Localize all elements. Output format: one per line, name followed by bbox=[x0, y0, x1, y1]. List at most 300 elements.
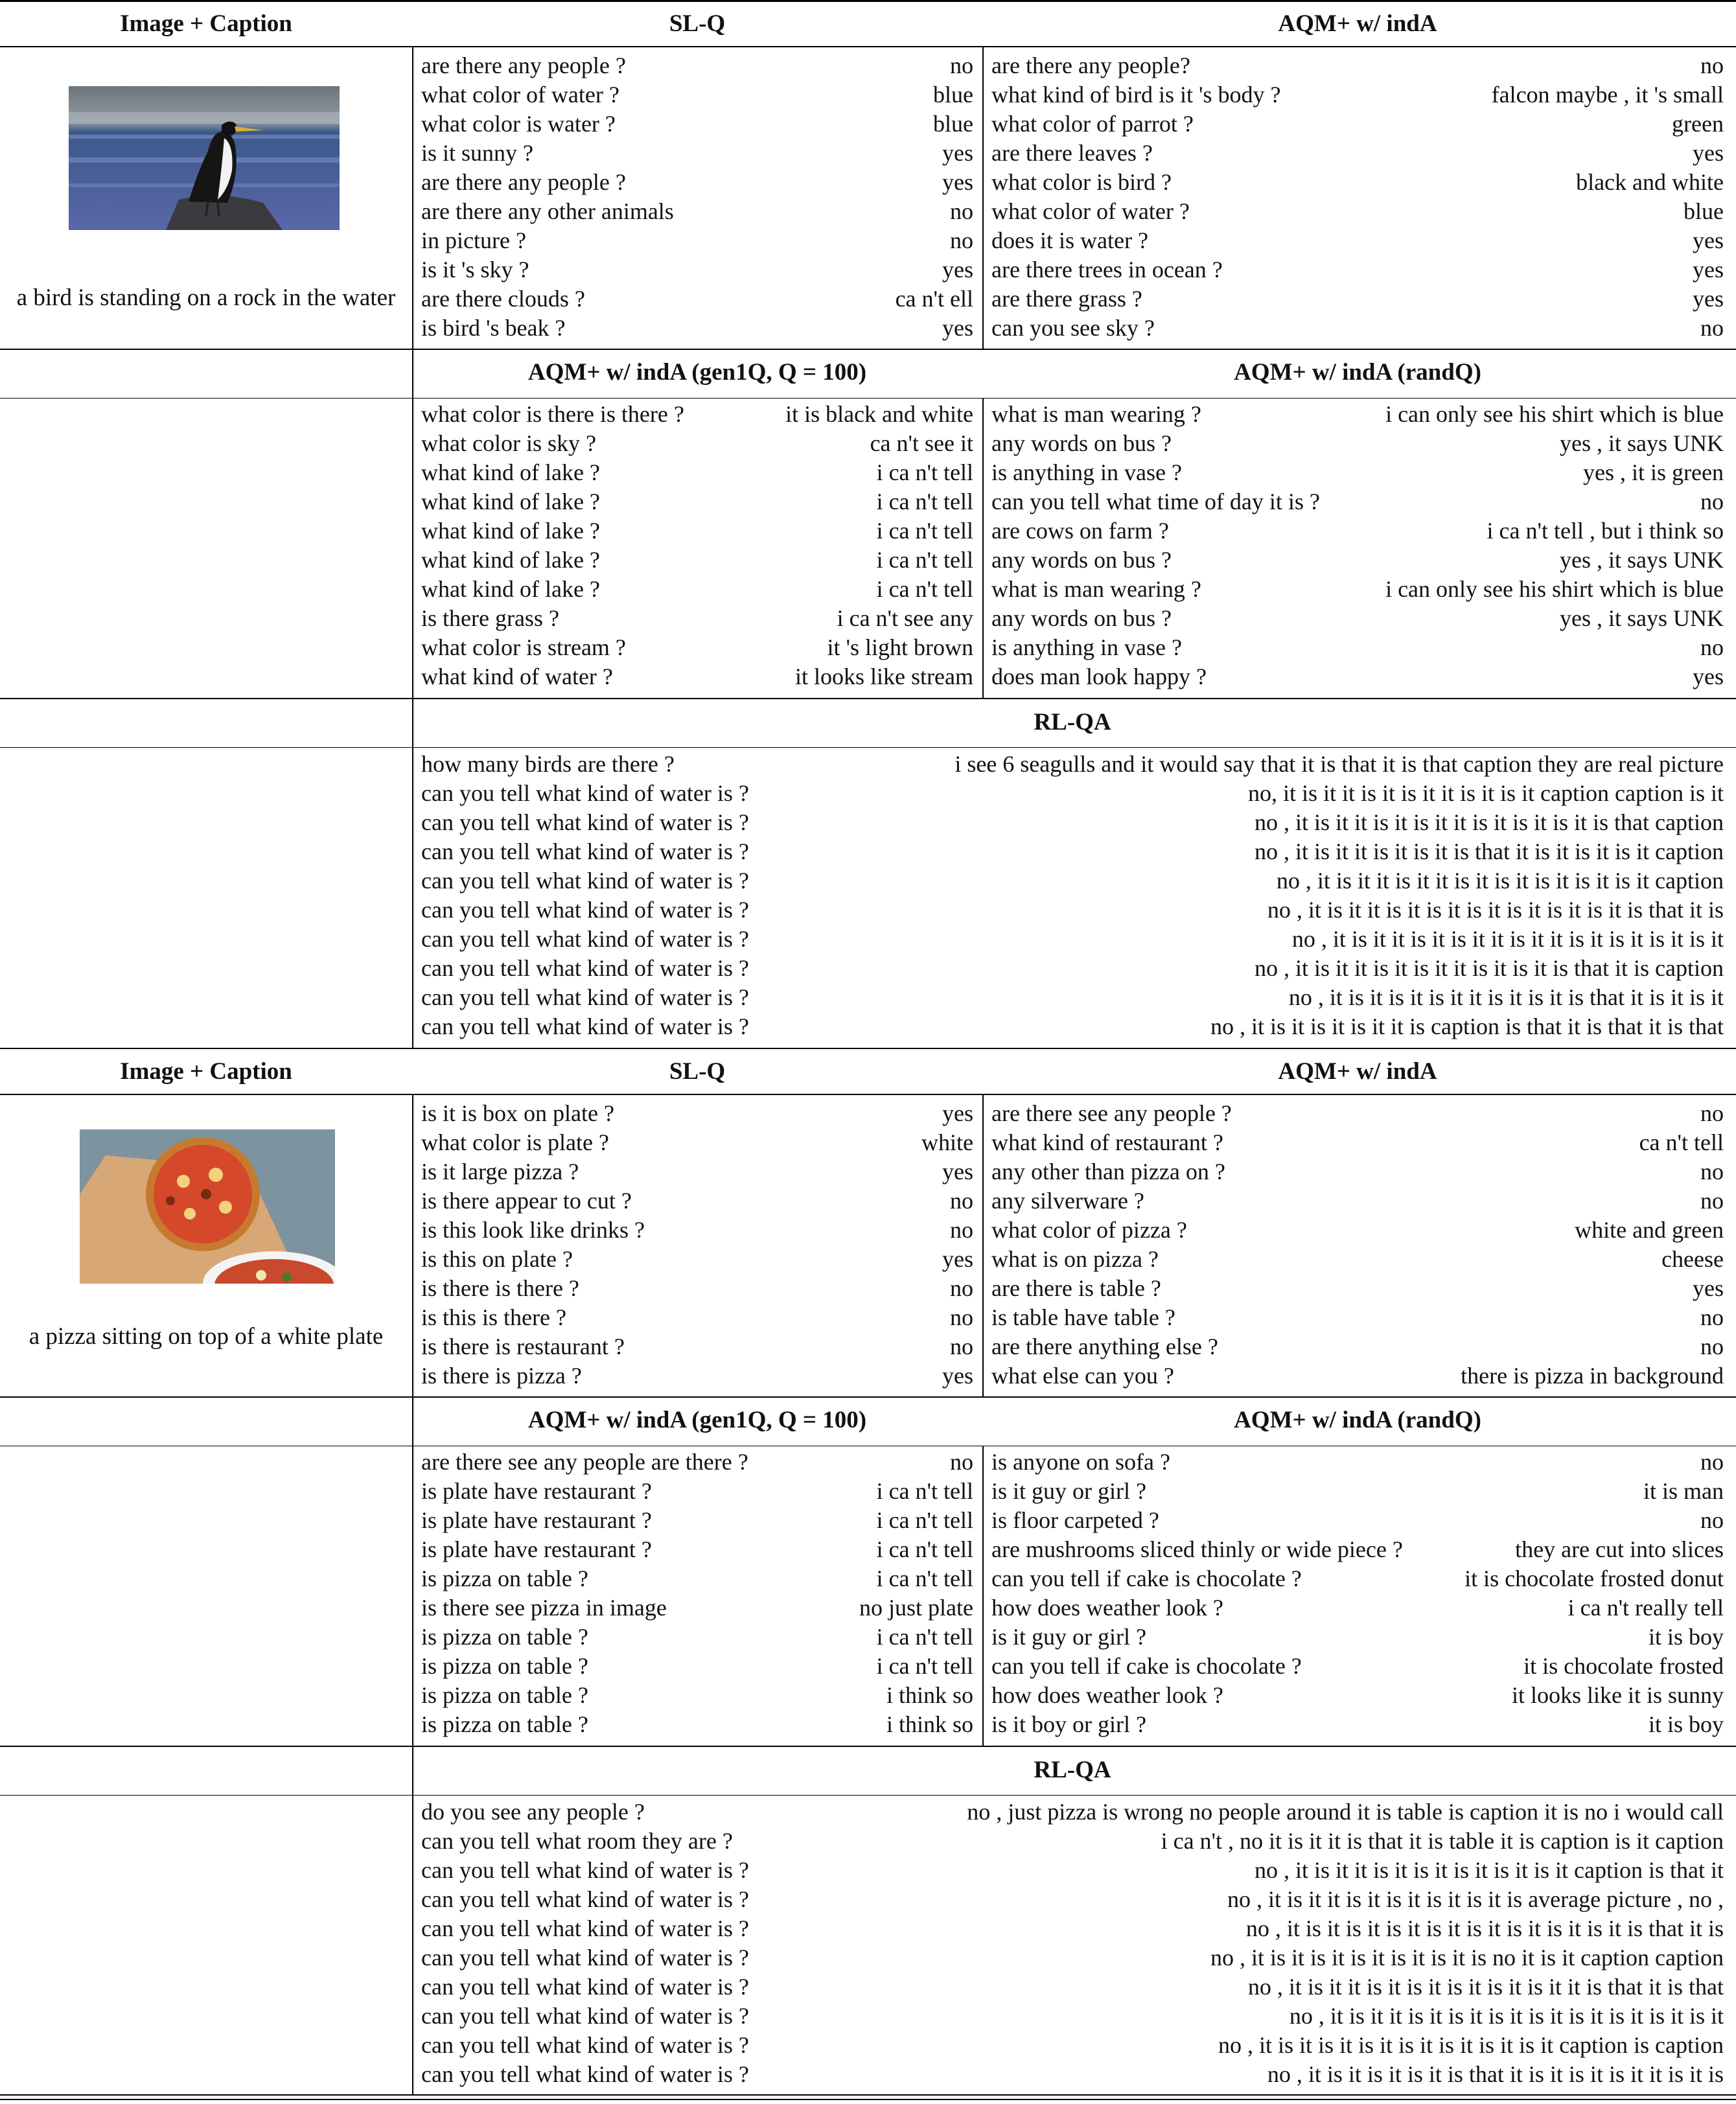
answer-text: no bbox=[1700, 1100, 1724, 1126]
answer-text: no , it is it is it is it is that it is it is it is it it is it is bbox=[1267, 2061, 1724, 2088]
dialog-row bbox=[421, 1564, 973, 1593]
question-text: can you tell what kind of water is ? bbox=[421, 1945, 749, 1971]
answer-text: i ca n't tell bbox=[876, 489, 973, 515]
question-text: is this is there ? bbox=[421, 1304, 566, 1331]
dialog-row bbox=[991, 429, 1724, 458]
answer-text: i ca n't tell bbox=[876, 1478, 973, 1505]
question-text: what kind of lake ? bbox=[421, 489, 600, 515]
dialog-row bbox=[991, 1361, 1724, 1391]
answer-text: no bbox=[1700, 489, 1724, 515]
dialog-row bbox=[421, 1332, 973, 1361]
dialog-row bbox=[421, 1856, 1724, 1885]
question-text: in picture ? bbox=[421, 227, 526, 254]
answer-text: it is chocolate frosted donut bbox=[1464, 1566, 1724, 1592]
question-text: is this on plate ? bbox=[421, 1246, 573, 1273]
column-divider bbox=[412, 46, 413, 1048]
answer-text: blue bbox=[933, 111, 973, 137]
answer-text: i ca n't tell bbox=[876, 547, 973, 573]
question-text: what color is plate ? bbox=[421, 1129, 609, 1156]
dialog-row bbox=[421, 925, 1724, 954]
dialog-row bbox=[991, 1216, 1724, 1245]
dialog-row bbox=[421, 110, 973, 139]
dialog-row bbox=[991, 197, 1724, 226]
bird-photo-icon bbox=[69, 86, 340, 233]
dialog-row bbox=[991, 1652, 1724, 1681]
dialog-row bbox=[991, 1303, 1724, 1332]
answer-text: i ca n't tell , but i think so bbox=[1487, 518, 1724, 544]
answer-text: it is chocolate frosted bbox=[1523, 1653, 1724, 1680]
sl-q-header: SL-Q bbox=[669, 10, 726, 37]
dialog-row bbox=[421, 80, 973, 110]
answer-text: no bbox=[950, 227, 973, 254]
dialog-row bbox=[991, 516, 1724, 546]
answer-text: yes bbox=[942, 257, 973, 283]
question-text: what else can you ? bbox=[991, 1363, 1174, 1389]
answer-text: yes bbox=[942, 1100, 973, 1126]
dialog-row bbox=[991, 1506, 1724, 1535]
answer-text: no , it is it it is it is it it is it is it is it is that caption bbox=[1254, 809, 1724, 836]
answer-text: i ca n't , no it is it it is that it is table it is caption is it caption bbox=[1161, 1828, 1724, 1855]
answer-text: i ca n't tell bbox=[876, 1653, 973, 1680]
column-divider bbox=[982, 46, 984, 349]
answer-text: i think so bbox=[886, 1682, 973, 1709]
answer-text: blue bbox=[933, 82, 973, 108]
question-text: can you tell what kind of water is ? bbox=[421, 1857, 749, 1884]
dialog-row bbox=[421, 1303, 973, 1332]
question-text: is plate have restaurant ? bbox=[421, 1478, 652, 1505]
question-text: is pizza on table ? bbox=[421, 1682, 588, 1709]
answer-text: yes , it is green bbox=[1583, 459, 1724, 486]
dialog-row bbox=[421, 1593, 973, 1623]
question-text: can you tell what kind of water is ? bbox=[421, 780, 749, 807]
column-divider bbox=[982, 398, 984, 698]
question-text: are there see any people are there ? bbox=[421, 1449, 748, 1475]
answer-text: i ca n't see any bbox=[837, 605, 973, 632]
answer-text: no bbox=[1700, 634, 1724, 661]
dialog-row bbox=[421, 1681, 973, 1710]
answer-text: no , it is it it is it is it it is it is it is that it is caption bbox=[1254, 955, 1724, 982]
column-divider bbox=[412, 1094, 413, 2096]
answer-text: they are cut into slices bbox=[1515, 1536, 1724, 1563]
dialog-row bbox=[421, 1099, 973, 1128]
answer-text: no bbox=[950, 1304, 973, 1331]
question-text: how does weather look ? bbox=[991, 1682, 1223, 1709]
question-text: can you tell what kind of water is ? bbox=[421, 1915, 749, 1942]
question-text: what color of water ? bbox=[421, 82, 619, 108]
dialog-row bbox=[421, 1274, 973, 1303]
question-text: can you tell if cake is chocolate ? bbox=[991, 1566, 1302, 1592]
question-text: can you tell what kind of water is ? bbox=[421, 868, 749, 894]
answer-text: no bbox=[950, 1334, 973, 1360]
question-text: is there is pizza ? bbox=[421, 1363, 582, 1389]
question-text: is floor carpeted ? bbox=[991, 1507, 1159, 1534]
question-text: how many birds are there ? bbox=[421, 751, 675, 777]
dialog-row bbox=[421, 575, 973, 604]
answer-text: no bbox=[1700, 1159, 1724, 1185]
dialog-row bbox=[991, 51, 1724, 80]
question-text: can you tell what kind of water is ? bbox=[421, 2032, 749, 2059]
question-text: can you tell what kind of water is ? bbox=[421, 897, 749, 923]
answer-text: it is boy bbox=[1648, 1624, 1724, 1650]
question-text: what color is stream ? bbox=[421, 634, 626, 661]
answer-text: i can only see his shirt which is blue bbox=[1385, 401, 1724, 427]
dialog-row bbox=[421, 168, 973, 197]
question-text: is it guy or girl ? bbox=[991, 1624, 1146, 1650]
dialog-row bbox=[991, 1593, 1724, 1623]
question-text: is table have table ? bbox=[991, 1304, 1175, 1331]
question-text: what kind of water ? bbox=[421, 664, 613, 690]
question-text: what is on pizza ? bbox=[991, 1246, 1159, 1273]
question-text: can you tell what kind of water is ? bbox=[421, 2003, 749, 2029]
dialog-row bbox=[421, 954, 1724, 983]
question-text: are there any people? bbox=[991, 52, 1190, 78]
question-text: are there is table ? bbox=[991, 1275, 1161, 1302]
question-text: is it boy or girl ? bbox=[991, 1711, 1146, 1738]
dialog-row bbox=[421, 314, 973, 343]
dialog-row bbox=[421, 1827, 1724, 1856]
dialog-row bbox=[421, 487, 973, 516]
answer-text: no , it is it it is it is it is it is it is it is it is it is it bbox=[1289, 2003, 1724, 2029]
answer-text: yes bbox=[1693, 227, 1724, 254]
dialog-row bbox=[991, 1157, 1724, 1186]
answer-text: it is boy bbox=[1648, 1711, 1724, 1738]
answer-text: yes bbox=[1693, 664, 1724, 690]
answer-text: no , it is it is it is it is it is it is it is it is it is that it is bbox=[1245, 1915, 1724, 1942]
dialog-row bbox=[421, 1477, 973, 1506]
dialog-row bbox=[991, 662, 1724, 691]
aqm-inda-header: AQM+ w/ indA bbox=[1278, 1058, 1437, 1085]
question-text: is it is box on plate ? bbox=[421, 1100, 614, 1126]
answer-text: no, it is it it is it is it it is it is it caption caption is it bbox=[1247, 780, 1724, 807]
question-text: is plate have restaurant ? bbox=[421, 1507, 652, 1534]
answer-text: no , it is it it is it is it is that it is it is it is it caption bbox=[1254, 838, 1724, 865]
answer-text: white and green bbox=[1575, 1217, 1724, 1243]
dialog-row bbox=[991, 110, 1724, 139]
question-text: are there any other animals bbox=[421, 198, 674, 225]
answer-text: green bbox=[1672, 111, 1724, 137]
answer-text: blue bbox=[1684, 198, 1724, 225]
dialog-row bbox=[421, 750, 1724, 779]
answer-text: it is black and white bbox=[785, 401, 973, 427]
rule-line bbox=[0, 349, 1736, 350]
dialog-row bbox=[991, 1186, 1724, 1216]
answer-text: it looks like stream bbox=[795, 664, 973, 690]
question-text: are there clouds ? bbox=[421, 286, 585, 312]
answer-text: ca n't see it bbox=[870, 430, 973, 457]
dialog-row bbox=[991, 1535, 1724, 1564]
answer-text: no , it is it it is it is it is it is it is it is it is that it is bbox=[1267, 897, 1724, 923]
dialog-row bbox=[991, 604, 1724, 633]
rule-line bbox=[0, 1094, 1736, 1095]
question-text: what color of water ? bbox=[991, 198, 1190, 225]
answer-text: i see 6 seagulls and it would say that it is that it is that caption they are real picture bbox=[955, 751, 1724, 777]
question-text: is plate have restaurant ? bbox=[421, 1536, 652, 1563]
answer-text: yes bbox=[1693, 1275, 1724, 1302]
dialog-row bbox=[421, 1798, 1724, 1827]
answer-text: no bbox=[950, 52, 973, 78]
answer-text: yes bbox=[942, 1363, 973, 1389]
answer-text: no bbox=[1700, 1334, 1724, 1360]
question-text: is anything in vase ? bbox=[991, 459, 1182, 486]
dialog-row bbox=[991, 314, 1724, 343]
dialog-row bbox=[421, 1506, 973, 1535]
dialog-row bbox=[421, 1914, 1724, 1943]
question-text: any words on bus ? bbox=[991, 430, 1172, 457]
dialog-row bbox=[421, 1623, 973, 1652]
answer-text: no bbox=[950, 1217, 973, 1243]
answer-text: no bbox=[950, 1188, 973, 1214]
question-text: are there any people ? bbox=[421, 169, 626, 196]
question-text: can you tell what kind of water is ? bbox=[421, 1013, 749, 1040]
rule-line bbox=[0, 1396, 1736, 1398]
answer-text: yes bbox=[942, 1246, 973, 1273]
dialog-row bbox=[421, 604, 973, 633]
dialog-row bbox=[421, 633, 973, 662]
answer-text: no , it is it it is it is it it is it it is it is it is it is it bbox=[1291, 926, 1724, 953]
answer-text: no just plate bbox=[859, 1595, 973, 1621]
question-text: is there see pizza in image bbox=[421, 1595, 667, 1621]
image-caption-header: Image + Caption bbox=[120, 10, 292, 37]
answer-text: yes , it says UNK bbox=[1560, 605, 1724, 632]
answer-text: i ca n't tell bbox=[876, 1507, 973, 1534]
question-text: is there is there ? bbox=[421, 1275, 579, 1302]
question-text: is anything in vase ? bbox=[991, 634, 1182, 661]
dialog-row bbox=[421, 1186, 973, 1216]
dialog-row bbox=[421, 837, 1724, 866]
answer-text: yes bbox=[942, 169, 973, 196]
dialog-row bbox=[421, 1885, 1724, 1914]
question-text: are there grass ? bbox=[991, 286, 1142, 312]
rule-line bbox=[0, 747, 1736, 748]
question-text: do you see any people ? bbox=[421, 1799, 645, 1825]
aqm-randq-header: AQM+ w/ indA (randQ) bbox=[1234, 359, 1481, 386]
aqm-gen1q-header: AQM+ w/ indA (gen1Q, Q = 100) bbox=[527, 1407, 867, 1433]
column-divider bbox=[982, 1094, 984, 1396]
rule-line bbox=[0, 2099, 1736, 2100]
answer-text: no bbox=[1700, 1507, 1724, 1534]
question-text: is pizza on table ? bbox=[421, 1624, 588, 1650]
answer-text: i think so bbox=[886, 1711, 973, 1738]
answer-text: no bbox=[950, 198, 973, 225]
answer-text: i ca n't really tell bbox=[1568, 1595, 1724, 1621]
answer-text: falcon maybe , it 's small bbox=[1491, 82, 1724, 108]
column-divider bbox=[982, 1446, 984, 1746]
question-text: can you tell what room they are ? bbox=[421, 1828, 733, 1855]
question-text: can you tell if cake is chocolate ? bbox=[991, 1653, 1302, 1680]
question-text: does it is water ? bbox=[991, 227, 1148, 254]
question-text: are there any people ? bbox=[421, 52, 626, 78]
dialog-row bbox=[991, 1099, 1724, 1128]
answer-text: cheese bbox=[1661, 1246, 1724, 1273]
answer-text: no bbox=[950, 1275, 973, 1302]
dialog-row bbox=[421, 1972, 1724, 2002]
answer-text: there is pizza in background bbox=[1461, 1363, 1724, 1389]
dialog-row bbox=[421, 1128, 973, 1157]
question-text: what color of pizza ? bbox=[991, 1217, 1187, 1243]
rule-line bbox=[0, 1048, 1736, 1049]
dialog-row bbox=[991, 226, 1724, 255]
dialog-row bbox=[991, 1681, 1724, 1710]
answer-text: no , it is it it is it it is it is it is it is it is it caption bbox=[1276, 868, 1724, 894]
answer-text: no bbox=[1700, 315, 1724, 341]
question-text: are mushrooms sliced thinly or wide piece ? bbox=[991, 1536, 1403, 1563]
answer-text: yes bbox=[1693, 257, 1724, 283]
dialog-row bbox=[991, 546, 1724, 575]
question-text: is it large pizza ? bbox=[421, 1159, 579, 1185]
dialog-row bbox=[421, 429, 973, 458]
dialog-row bbox=[991, 168, 1724, 197]
question-text: is there is restaurant ? bbox=[421, 1334, 625, 1360]
answer-text: yes bbox=[942, 315, 973, 341]
dialog-row bbox=[421, 51, 973, 80]
question-text: can you tell what kind of water is ? bbox=[421, 2061, 749, 2088]
dialog-row bbox=[421, 1448, 973, 1477]
dialog-row bbox=[421, 662, 973, 691]
answer-text: yes bbox=[942, 1159, 973, 1185]
question-text: is this look like drinks ? bbox=[421, 1217, 645, 1243]
dialog-row bbox=[991, 284, 1724, 314]
dialog-row bbox=[421, 226, 973, 255]
image-caption: a bird is standing on a rock in the water bbox=[16, 284, 396, 311]
rule-line bbox=[0, 398, 1736, 399]
question-text: any silverware ? bbox=[991, 1188, 1144, 1214]
answer-text: no , it is it is it is it it is caption is that it is that it is that bbox=[1210, 1013, 1724, 1040]
dialog-row bbox=[421, 139, 973, 168]
question-text: what color of parrot ? bbox=[991, 111, 1194, 137]
aqm-randq-header: AQM+ w/ indA (randQ) bbox=[1234, 1407, 1481, 1433]
question-text: is it sunny ? bbox=[421, 140, 534, 167]
dialog-row bbox=[421, 1710, 973, 1739]
question-text: is there appear to cut ? bbox=[421, 1188, 632, 1214]
dialog-row bbox=[421, 255, 973, 284]
question-text: is it guy or girl ? bbox=[991, 1478, 1146, 1505]
question-text: are there leaves ? bbox=[991, 140, 1153, 167]
answer-text: it looks like it is sunny bbox=[1511, 1682, 1724, 1709]
rl-qa-header: RL-QA bbox=[1034, 1757, 1111, 1783]
answer-text: no , just pizza is wrong no people around it is table is caption it is no i would call bbox=[967, 1799, 1724, 1825]
dialog-row bbox=[421, 1943, 1724, 1972]
question-text: can you tell what kind of water is ? bbox=[421, 984, 749, 1011]
answer-text: i can only see his shirt which is blue bbox=[1385, 576, 1724, 603]
dialog-row bbox=[421, 1216, 973, 1245]
question-text: is anyone on sofa ? bbox=[991, 1449, 1170, 1475]
rule-line bbox=[0, 2094, 1736, 2096]
answer-text: yes , it says UNK bbox=[1560, 430, 1724, 457]
answer-text: no bbox=[1700, 52, 1724, 78]
dialog-row bbox=[991, 80, 1724, 110]
aqm-inda-header: AQM+ w/ indA bbox=[1278, 10, 1437, 37]
dialog-row bbox=[421, 1535, 973, 1564]
answer-text: no , it is it is it is it is it is it is it is it caption is caption bbox=[1218, 2032, 1724, 2059]
dialog-row bbox=[991, 1710, 1724, 1739]
dialog-row bbox=[991, 1623, 1724, 1652]
answer-text: yes bbox=[1693, 286, 1724, 312]
dialog-row bbox=[421, 779, 1724, 808]
question-text: are there trees in ocean ? bbox=[991, 257, 1223, 283]
rule-line bbox=[0, 0, 1736, 2]
question-text: what color is bird ? bbox=[991, 169, 1172, 196]
rule-line bbox=[0, 46, 1736, 47]
question-text: what color is there is there ? bbox=[421, 401, 684, 427]
rule-line bbox=[0, 698, 1736, 699]
dialog-row bbox=[421, 1245, 973, 1274]
pizza-photo-icon bbox=[80, 1129, 335, 1287]
answer-text: no bbox=[1700, 1449, 1724, 1475]
dialog-row bbox=[421, 1012, 1724, 1041]
question-text: are there anything else ? bbox=[991, 1334, 1218, 1360]
answer-text: it is man bbox=[1643, 1478, 1724, 1505]
dialog-row bbox=[991, 1564, 1724, 1593]
question-text: can you tell what kind of water is ? bbox=[421, 1974, 749, 2000]
dialog-row bbox=[991, 487, 1724, 516]
question-text: any other than pizza on ? bbox=[991, 1159, 1225, 1185]
question-text: is bird 's beak ? bbox=[421, 315, 566, 341]
answer-text: it 's light brown bbox=[827, 634, 973, 661]
dialog-row bbox=[421, 197, 973, 226]
question-text: any words on bus ? bbox=[991, 605, 1172, 632]
question-text: what kind of lake ? bbox=[421, 459, 600, 486]
answer-text: i ca n't tell bbox=[876, 576, 973, 603]
dialog-row bbox=[991, 1245, 1724, 1274]
question-text: what color is water ? bbox=[421, 111, 616, 137]
answer-text: yes bbox=[1693, 140, 1724, 167]
dialog-row bbox=[991, 1274, 1724, 1303]
dialog-row bbox=[421, 1157, 973, 1186]
answer-text: black and white bbox=[1576, 169, 1724, 196]
question-text: what kind of lake ? bbox=[421, 518, 600, 544]
dialog-row bbox=[421, 458, 973, 487]
dialog-row bbox=[991, 139, 1724, 168]
question-text: can you tell what kind of water is ? bbox=[421, 809, 749, 836]
question-text: is there grass ? bbox=[421, 605, 559, 632]
answer-text: yes bbox=[942, 140, 973, 167]
question-text: can you tell what kind of water is ? bbox=[421, 1886, 749, 1913]
image-caption-header: Image + Caption bbox=[120, 1058, 292, 1085]
dialog-row bbox=[991, 1128, 1724, 1157]
dialog-row bbox=[421, 1652, 973, 1681]
aqm-gen1q-header: AQM+ w/ indA (gen1Q, Q = 100) bbox=[527, 359, 867, 386]
dialog-row bbox=[421, 2060, 1724, 2089]
question-text: what kind of restaurant ? bbox=[991, 1129, 1223, 1156]
answer-text: no bbox=[1700, 1188, 1724, 1214]
dialog-row bbox=[421, 2002, 1724, 2031]
question-text: what kind of lake ? bbox=[421, 576, 600, 603]
answer-text: no , it is it is it is it it is it is it is that it is it is it bbox=[1288, 984, 1724, 1011]
dialog-row bbox=[991, 458, 1724, 487]
question-text: are cows on farm ? bbox=[991, 518, 1169, 544]
dialog-row bbox=[421, 2031, 1724, 2060]
question-text: how does weather look ? bbox=[991, 1595, 1223, 1621]
question-text: can you tell what kind of water is ? bbox=[421, 926, 749, 953]
dialog-row bbox=[421, 808, 1724, 837]
answer-text: ca n't ell bbox=[895, 286, 973, 312]
question-text: what color is sky ? bbox=[421, 430, 596, 457]
question-text: is pizza on table ? bbox=[421, 1653, 588, 1680]
dialog-row bbox=[421, 896, 1724, 925]
answer-text: no bbox=[950, 1449, 973, 1475]
dialog-row bbox=[991, 1477, 1724, 1506]
rl-qa-header: RL-QA bbox=[1034, 709, 1111, 735]
dialog-row bbox=[421, 1361, 973, 1391]
answer-text: no bbox=[1700, 1304, 1724, 1331]
dialog-row bbox=[421, 866, 1724, 896]
question-text: any words on bus ? bbox=[991, 547, 1172, 573]
answer-text: i ca n't tell bbox=[876, 459, 973, 486]
answer-text: no , it is it it is it is it is it is it is it it is that it is that bbox=[1247, 1974, 1724, 2000]
answer-text: i ca n't tell bbox=[876, 1566, 973, 1592]
dialog-row bbox=[991, 1332, 1724, 1361]
image-caption: a pizza sitting on top of a white plate bbox=[29, 1323, 384, 1350]
